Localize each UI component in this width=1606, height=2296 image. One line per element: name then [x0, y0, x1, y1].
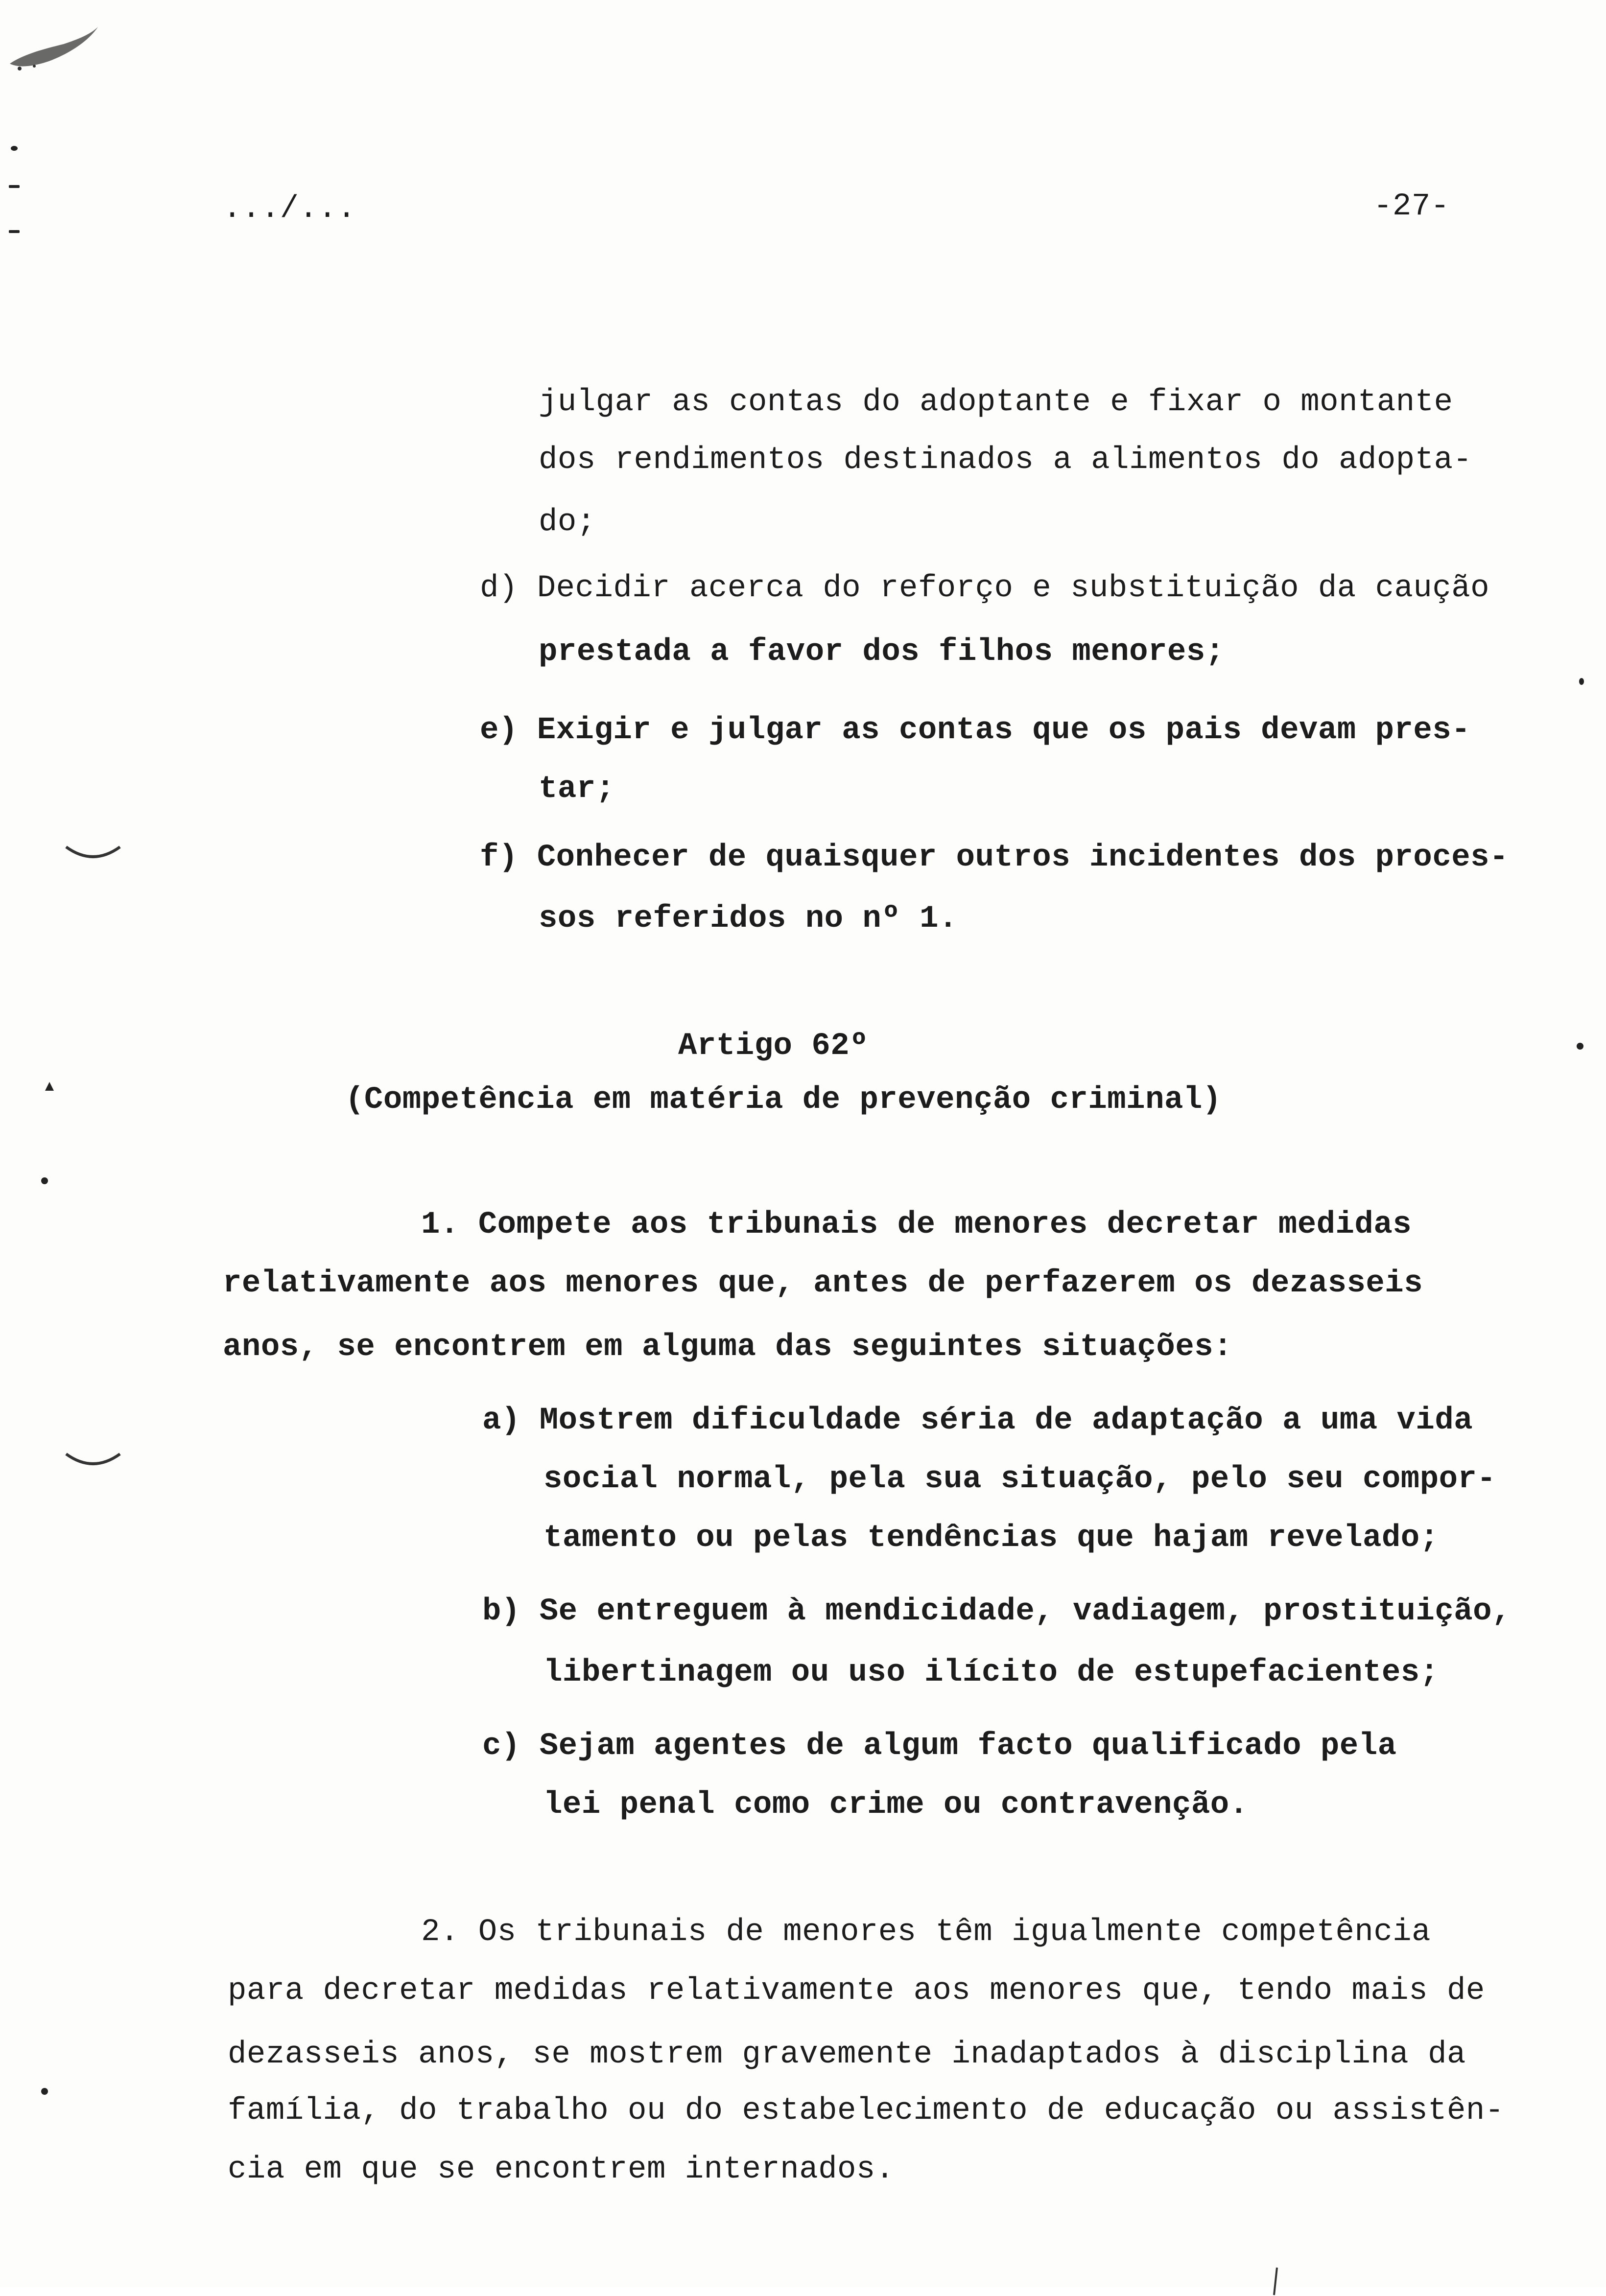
list-item-d: d) Decidir acerca do reforço e substituição da caução	[480, 571, 1490, 606]
text-line: tamento ou pelas tendências que hajam revelado;	[543, 1521, 1439, 1556]
text-line: dos rendimentos destinados a alimentos do adopta-	[539, 443, 1472, 478]
margin-mark	[1579, 678, 1584, 685]
text-line: dezasseis anos, se mostrem gravemente inadaptados à disciplina da	[228, 2037, 1466, 2072]
list-item-a: a) Mostrem dificuldade séria de adaptação a uma vida	[482, 1403, 1473, 1438]
scan-smudge	[5, 20, 103, 73]
margin-mark	[9, 185, 20, 188]
paragraph-2: 2. Os tribunais de menores têm igualmente competência	[421, 1915, 1431, 1950]
paragraph-1: 1. Compete aos tribunais de menores decretar medidas	[421, 1207, 1412, 1242]
list-item-e: e) Exigir e julgar as contas que os pais devam pres-	[480, 713, 1471, 748]
margin-mark	[1577, 1043, 1583, 1050]
list-item-f: f) Conhecer de quaisquer outros incidentes dos proces-	[480, 840, 1509, 875]
article-title: Artigo 62º	[678, 1029, 869, 1064]
text-line: família, do trabalho ou do estabelecimento de educação ou assistên-	[228, 2093, 1504, 2129]
text-line: social normal, pela sua situação, pelo seu compor-	[543, 1462, 1496, 1497]
text-line: prestada a favor dos filhos menores;	[539, 634, 1225, 670]
text-line: anos, se encontrem em alguma das seguintes situações:	[223, 1330, 1233, 1365]
margin-mark	[11, 146, 18, 151]
text-line: relativamente aos menores que, antes de perfazerem os dezasseis	[223, 1266, 1423, 1301]
page-number: -27-	[1373, 189, 1450, 224]
text-line: sos referidos no nº 1.	[539, 901, 958, 937]
list-item-b: b) Se entreguem à mendicidade, vadiagem, prostituição,	[482, 1594, 1511, 1629]
text-line: cia em que se encontrem internados.	[228, 2152, 895, 2187]
list-item-c: c) Sejam agentes de algum facto qualificado pela	[482, 1729, 1397, 1764]
stray-stroke	[1273, 2267, 1278, 2296]
margin-mark	[41, 2088, 48, 2095]
margin-arc	[64, 842, 122, 871]
margin-mark	[41, 1177, 48, 1184]
text-line: lei penal como crime ou contravenção.	[543, 1787, 1249, 1823]
margin-mark	[45, 1082, 54, 1091]
text-line: tar;	[539, 772, 615, 807]
text-line: do;	[539, 505, 596, 540]
margin-arc	[64, 1449, 122, 1478]
text-line: julgar as contas do adoptante e fixar o montante	[539, 385, 1453, 420]
margin-mark	[9, 230, 20, 233]
text-line: para decretar medidas relativamente aos menores que, tendo mais de	[228, 1973, 1485, 2009]
continuation-marker: .../...	[223, 191, 356, 227]
text-line: libertinagem ou uso ilícito de estupefacientes;	[543, 1655, 1439, 1690]
article-subtitle: (Competência em matéria de prevenção criminal)	[345, 1082, 1222, 1118]
